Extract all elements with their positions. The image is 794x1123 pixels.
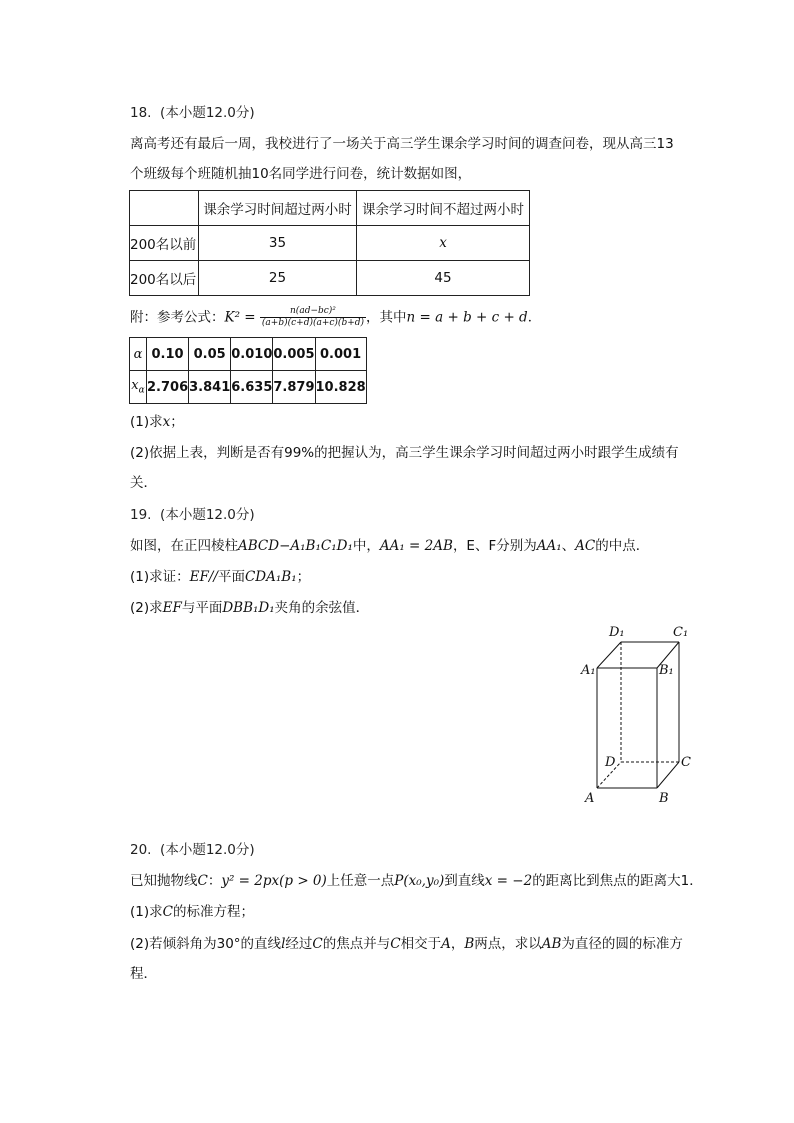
math-plane: CDA₁B₁ [244,569,297,585]
math-condition: AA₁ = 2AB [379,538,453,554]
edge-bc [657,762,679,788]
text: (1)求证： [130,569,190,585]
formula-end: ． [527,309,542,326]
formula-fraction [260,306,366,329]
text: (1)求 [130,904,163,920]
table-cell: α [130,338,147,371]
text: (2)若倾斜角为30°的直线 [130,936,282,952]
label-a: A [585,791,595,806]
text: ，E、F分别为 [452,538,537,554]
prism-figure [575,620,695,810]
math-seg: AC [575,538,596,554]
q20-stem [130,871,703,891]
text: (2)求 [130,600,163,616]
q18-part1 [130,412,184,432]
label-d: D [605,755,616,770]
q20-part2-line1 [130,934,683,954]
text: ： [207,873,222,889]
label-c: C [681,755,691,770]
text: 两点，求以 [474,936,542,952]
math-ab: AB [541,936,562,952]
text: 为直径的圆的标准方 [561,936,683,952]
label-a1: A₁ [581,663,596,678]
math-c: C [197,873,208,889]
q18-intro-line2: 个班级每个班随机抽10名同学进行问卷，统计数据如图， [130,166,472,182]
q18-intro-line1: 离高考还有最后一周，我校进行了一场关于高三学生课余学习时间的调查问卷，现从高三13 [130,136,674,152]
table-cell: 0.005 [273,338,315,371]
text: 经过 [285,936,313,952]
text: 的距离比到焦点的距离大1． [532,873,703,889]
math-line: x = −2 [484,873,533,889]
formula-lhs: K² = [224,309,256,326]
q18-part2-line1: (2)依据上表，判断是否有99%的把握认为，高三学生课余学习时间超过两小时跟学生成绩有 [130,445,679,461]
math-b: B [464,936,475,952]
text: 到直线 [444,873,485,889]
text: 平面 [217,569,245,585]
text: 的焦点并与 [322,936,391,952]
table-row [130,226,530,261]
xalpha-label: x [131,378,139,394]
text: ； [296,569,311,585]
table-header-cell [130,191,199,226]
table-cell: 200名以前 [130,226,199,261]
math-point: P(x₀,y₀) [394,873,445,889]
math-plane: DBB₁D₁ [222,600,275,616]
xalpha-subscript: α [138,385,145,396]
text: 、 [561,538,576,554]
table-row [130,261,530,296]
part-text: (1)求 [130,414,163,430]
formula-n: n = a + b + c + d [406,309,528,326]
text: 的中点． [595,538,650,554]
label-b: B [659,791,669,806]
table-cell: 0.001 [315,338,366,371]
table-cell [130,371,147,404]
table-header-cell: 课余学习时间不超过两小时 [357,191,530,226]
table-cell: 0.05 [189,338,231,371]
part-text: ； [170,414,184,430]
table-row [130,191,530,226]
table-cell: 3.841 [189,371,231,404]
q18-part2-line2: 关． [130,475,157,491]
table-cell: 45 [357,261,530,296]
text: 如图，在正四棱柱 [130,538,238,554]
table-cell: 0.10 [147,338,189,371]
edge-a1d1 [597,642,621,668]
math-expr: EF// [189,569,218,585]
q18-header: 18. (本小题12.0分) [130,105,255,121]
q20-part2-line2: 程． [130,966,157,982]
table-cell: 35 [199,226,357,261]
text: 上任意一点 [326,873,395,889]
text: 已知抛物线 [130,873,198,889]
table-cell: 0.010 [231,338,273,371]
label-d1: D₁ [609,625,625,640]
math-parabola: y² = 2px(p > 0) [221,873,327,889]
label-b1: B₁ [659,663,674,678]
math-seg: AA₁ [536,538,562,554]
formula-denominator: (a+b)(c+d)(a+c)(b+d) [261,318,365,328]
table-cell: 6.635 [231,371,273,404]
q19-part1 [130,567,310,587]
math-c: C [390,936,401,952]
table-header-cell: 课余学习时间超过两小时 [199,191,357,226]
math-ef: EF [162,600,182,616]
math-c: C [312,936,323,952]
math-prism: ABCD−A₁B₁C₁D₁ [238,538,353,554]
table-cell: 200名以后 [130,261,199,296]
table-cell: 25 [199,261,357,296]
text: 中， [352,538,380,554]
formula-prefix: 附：参考公式： [130,309,225,326]
math-var: x [162,414,171,430]
text: 相交于 [400,936,442,952]
table-cell: x [357,226,530,261]
table-cell: 7.879 [273,371,315,404]
q19-stem [130,536,649,556]
math-a: A [441,936,451,952]
text: ， [450,936,465,952]
text: 的标准方程； [172,904,254,920]
q19-header: 19. (本小题12.0分) [130,507,255,523]
table-cell: 2.706 [147,371,189,404]
survey-table [129,190,530,296]
q18-formula [130,306,541,329]
formula-suffix: ，其中 [366,309,407,326]
math-l: l [281,936,286,952]
math-c: C [162,904,173,920]
q20-header: 20. (本小题12.0分) [130,842,255,858]
text: 与平面 [181,600,223,616]
table-row [130,371,367,404]
table-row [130,338,367,371]
formula-numerator: n(ad−bc)² [260,306,366,318]
q19-part2 [130,598,369,618]
table-cell: 10.828 [315,371,366,404]
label-c1: C₁ [673,625,689,640]
critical-value-table [129,337,367,404]
text: 夹角的余弦值． [274,600,370,616]
q20-part1 [130,902,254,922]
